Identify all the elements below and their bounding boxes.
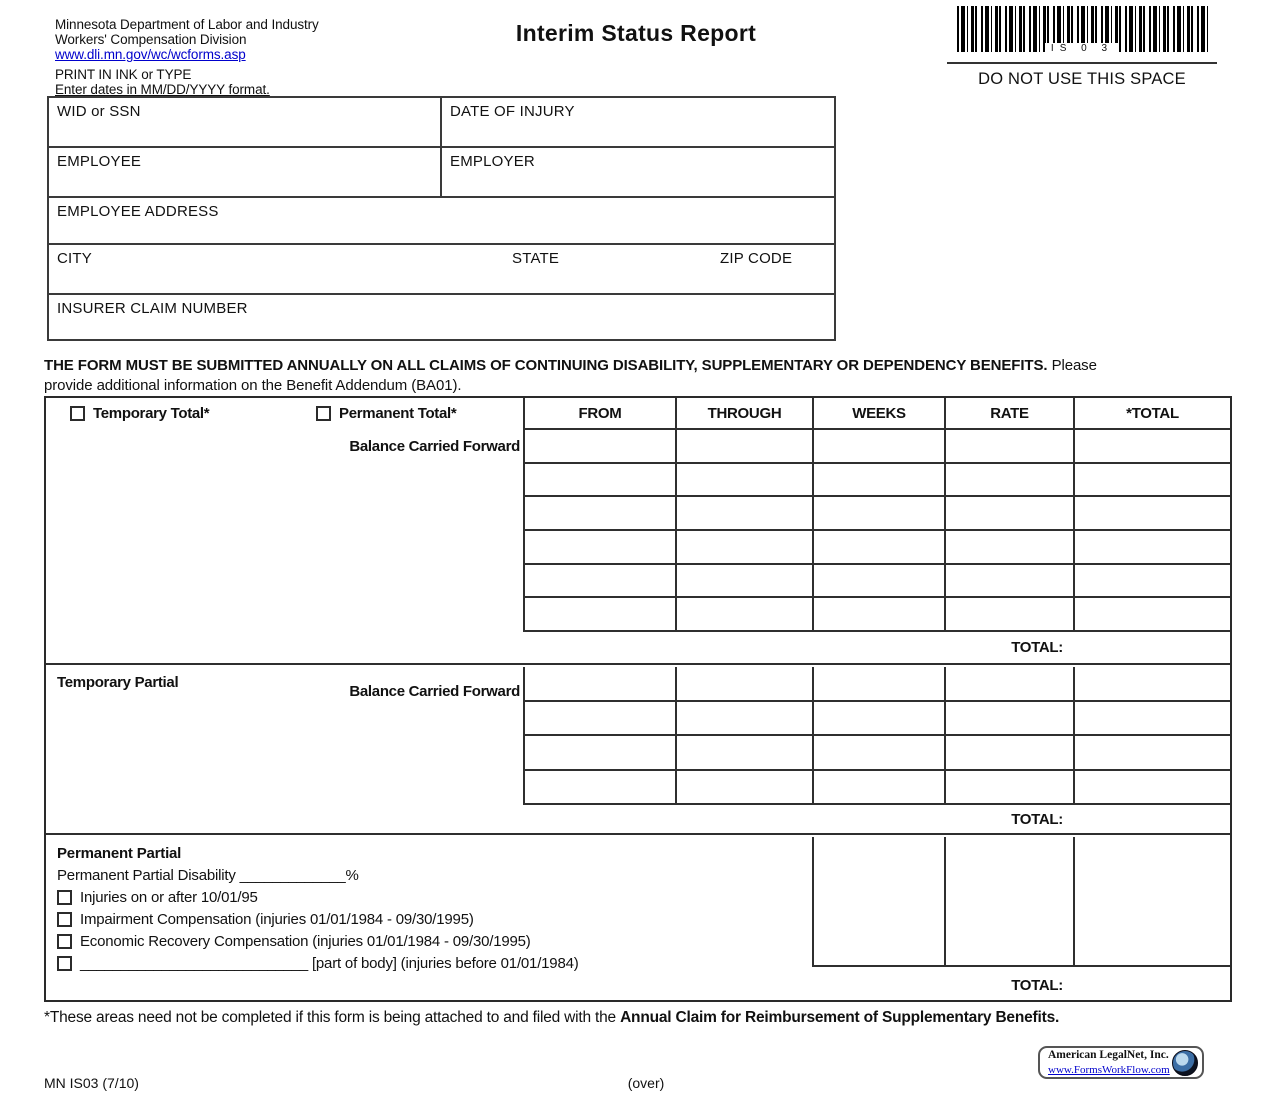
date-of-injury-label: DATE OF INJURY	[450, 103, 575, 120]
insurer-claim-number-field[interactable]	[49, 295, 256, 339]
permanent-total-label: Permanent Total*	[339, 405, 457, 422]
benefit-grid-cell[interactable]	[1075, 736, 1230, 771]
employee-address-field[interactable]	[49, 198, 227, 243]
benefit-grid-cell[interactable]	[525, 565, 677, 599]
benefit-grid-cell[interactable]	[946, 598, 1075, 632]
benefit-grid-cell[interactable]	[525, 497, 677, 531]
benefit-grid-cell[interactable]	[946, 837, 1075, 967]
notice-normal-text: Please provide additional information on the Benefit Addendum (BA01).	[44, 357, 1097, 394]
wid-ssn-label: WID or SSN	[57, 103, 141, 120]
benefit-grid-cell[interactable]	[677, 430, 814, 464]
benefit-grid-cell[interactable]	[525, 430, 677, 464]
benefit-grid-cell[interactable]	[814, 771, 946, 806]
globe-icon	[1172, 1050, 1198, 1076]
info-row	[49, 98, 834, 148]
temporary-partial-section	[46, 667, 1230, 835]
injuries-after-label: Injuries on or after 10/01/95	[80, 888, 258, 906]
state-label: STATE	[512, 250, 560, 267]
do-not-use-label: DO NOT USE THIS SPACE	[978, 70, 1186, 88]
part-of-body-option	[57, 952, 797, 974]
footnote-bold-text: Annual Claim for Reimbursement of Supplementary Benefits.	[620, 1009, 1060, 1026]
benefit-grid-cell[interactable]	[1075, 837, 1230, 967]
legalnet-badge	[1038, 1046, 1204, 1079]
column-header-weeks: WEEKS	[814, 398, 946, 430]
permanent-total-checkbox[interactable]	[316, 406, 331, 421]
benefit-grid-cell[interactable]	[525, 771, 677, 806]
city-label: CITY	[57, 250, 92, 267]
claim-info-table	[47, 96, 836, 341]
temporary-total-checkbox[interactable]	[70, 406, 85, 421]
benefit-grid-cell[interactable]	[946, 430, 1075, 464]
notice-bold-text: THE FORM MUST BE SUBMITTED ANNUALLY ON ALL CLAIMS OF CONTINUING DISABILITY, SUPPLEMENTARY OR DEPENDENCY BENEFITS.	[44, 357, 1048, 374]
agency-link[interactable]: www.dli.mn.gov/wc/wcforms.asp	[55, 47, 246, 62]
benefit-grid-cell[interactable]	[814, 497, 946, 531]
benefit-grid-cell[interactable]	[1075, 667, 1230, 702]
temporary-partial-grid	[523, 667, 1230, 805]
benefit-grid-cell[interactable]	[1075, 702, 1230, 737]
agency-block	[55, 17, 319, 62]
footnote-normal-text: *These areas need not be completed if this form is being attached to and filed with the	[44, 1009, 621, 1026]
over-label: (over)	[627, 1075, 665, 1091]
impairment-compensation-checkbox[interactable]	[57, 912, 72, 927]
benefit-grid-cell[interactable]	[814, 430, 946, 464]
injuries-after-option	[57, 886, 797, 908]
benefit-grid-cell[interactable]	[946, 464, 1075, 498]
benefit-grid-cell[interactable]	[814, 837, 946, 967]
disability-percent-line: Permanent Partial Disability _____________%	[57, 866, 359, 884]
impairment-compensation-label: Impairment Compensation (injuries 01/01/1984 - 09/30/1995)	[80, 910, 474, 928]
legalnet-company-name: American LegalNet, Inc.	[1048, 1048, 1169, 1061]
agency-division: Workers' Compensation Division	[55, 32, 247, 47]
column-header-rate: RATE	[946, 398, 1075, 430]
wid-ssn-field[interactable]	[49, 98, 442, 146]
page-title: Interim Status Report	[515, 20, 757, 46]
column-header-total: *TOTAL	[1075, 398, 1230, 430]
legalnet-link[interactable]: www.FormsWorkFlow.com	[1048, 1063, 1170, 1076]
injuries-after-checkbox[interactable]	[57, 890, 72, 905]
benefit-grid-cell[interactable]	[1075, 430, 1230, 464]
print-instructions	[55, 68, 270, 97]
benefit-grid-cell[interactable]	[946, 497, 1075, 531]
employer-field[interactable]	[442, 148, 834, 196]
employer-label: EMPLOYER	[450, 153, 535, 170]
temporary-total-grid	[523, 398, 1230, 632]
benefit-grid-cell[interactable]	[677, 702, 814, 737]
benefit-grid-cell[interactable]	[814, 736, 946, 771]
total-label: TOTAL:	[1011, 639, 1063, 656]
benefit-grid-cell[interactable]	[677, 736, 814, 771]
benefit-grid-cell[interactable]	[1075, 598, 1230, 632]
insurer-claim-number-label: INSURER CLAIM NUMBER	[57, 300, 248, 317]
benefit-grid-cell[interactable]	[677, 464, 814, 498]
date-of-injury-field[interactable]	[442, 98, 834, 146]
benefit-grid-cell[interactable]	[677, 565, 814, 599]
benefit-grid-cell[interactable]	[946, 771, 1075, 806]
info-row	[49, 245, 834, 295]
temporary-total-label: Temporary Total*	[93, 405, 210, 422]
submission-notice	[44, 356, 1114, 395]
benefit-grid-cell[interactable]	[814, 702, 946, 737]
benefit-grid-cell[interactable]	[814, 565, 946, 599]
benefit-grid-cell[interactable]	[1075, 497, 1230, 531]
balance-carried-forward-label: Balance Carried Forward	[349, 683, 520, 700]
benefit-grid-cell[interactable]	[1075, 531, 1230, 565]
print-in-ink-label: PRINT IN INK or TYPE	[55, 67, 192, 82]
permanent-partial-grid	[812, 837, 1230, 967]
benefit-grid-cell[interactable]	[946, 736, 1075, 771]
benefit-grid-cell[interactable]	[946, 667, 1075, 702]
column-header-from: FROM	[525, 398, 677, 430]
barcode-caption: IS 0 3	[1045, 43, 1119, 54]
zip-code-label: ZIP CODE	[720, 250, 793, 267]
benefit-grid-cell[interactable]	[525, 736, 677, 771]
date-format-label: Enter dates in MM/DD/YYYY format.	[55, 81, 270, 97]
benefit-grid-cell[interactable]	[946, 531, 1075, 565]
divider	[947, 62, 1217, 64]
economic-recovery-option	[57, 930, 797, 952]
info-row	[49, 148, 834, 198]
benefit-grid-cell[interactable]	[677, 771, 814, 806]
employee-field[interactable]	[49, 148, 442, 196]
benefit-grid-cell[interactable]	[677, 667, 814, 702]
footnote	[44, 1008, 1234, 1028]
benefit-grid-cell[interactable]	[525, 464, 677, 498]
part-of-body-label: ____________________________ [part of body] (injuries before 01/01/1984)	[80, 954, 579, 972]
benefit-grid-cell[interactable]	[525, 531, 677, 565]
temporary-total-section	[46, 398, 1230, 665]
economic-recovery-label: Economic Recovery Compensation (injuries 01/01/1984 - 09/30/1995)	[80, 932, 531, 950]
temporary-total-option	[70, 405, 209, 422]
info-row	[49, 198, 834, 245]
employee-address-label: EMPLOYEE ADDRESS	[57, 203, 219, 220]
total-label: TOTAL:	[1011, 977, 1063, 994]
permanent-partial-block	[57, 842, 797, 974]
economic-recovery-checkbox[interactable]	[57, 934, 72, 949]
benefit-grid-cell[interactable]	[677, 598, 814, 632]
benefit-grid-cell[interactable]	[814, 667, 946, 702]
benefit-grid-cell[interactable]	[1075, 464, 1230, 498]
part-of-body-checkbox[interactable]	[57, 956, 72, 971]
benefit-grid-cell[interactable]	[1075, 565, 1230, 599]
benefit-grid-cell[interactable]	[525, 702, 677, 737]
info-row	[49, 295, 834, 339]
benefit-grid-cell[interactable]	[677, 531, 814, 565]
barcode-block	[947, 6, 1217, 89]
city-field[interactable]	[49, 245, 100, 293]
benefit-grid-cell[interactable]	[946, 565, 1075, 599]
benefit-grid-cell[interactable]	[525, 667, 677, 702]
benefit-grid-cell[interactable]	[1075, 771, 1230, 806]
total-label: TOTAL:	[1011, 811, 1063, 828]
benefit-grid-cell[interactable]	[814, 464, 946, 498]
benefits-table	[44, 396, 1232, 1002]
permanent-partial-section	[46, 837, 1230, 1000]
temporary-partial-label: Temporary Partial	[57, 674, 179, 691]
permanent-total-option	[316, 405, 456, 422]
permanent-partial-title: Permanent Partial	[57, 844, 182, 862]
balance-carried-forward-label: Balance Carried Forward	[349, 438, 520, 455]
benefit-grid-cell[interactable]	[525, 598, 677, 632]
impairment-compensation-option	[57, 908, 797, 930]
form-number: MN IS03 (7/10)	[44, 1075, 139, 1091]
benefit-grid-cell[interactable]	[677, 497, 814, 531]
agency-name: Minnesota Department of Labor and Industry	[55, 17, 319, 32]
employee-label: EMPLOYEE	[57, 153, 142, 170]
benefit-grid-cell[interactable]	[814, 531, 946, 565]
legalnet-text	[1048, 1049, 1170, 1077]
benefit-grid-cell[interactable]	[946, 702, 1075, 737]
column-header-through: THROUGH	[677, 398, 814, 430]
benefit-grid-cell[interactable]	[814, 598, 946, 632]
